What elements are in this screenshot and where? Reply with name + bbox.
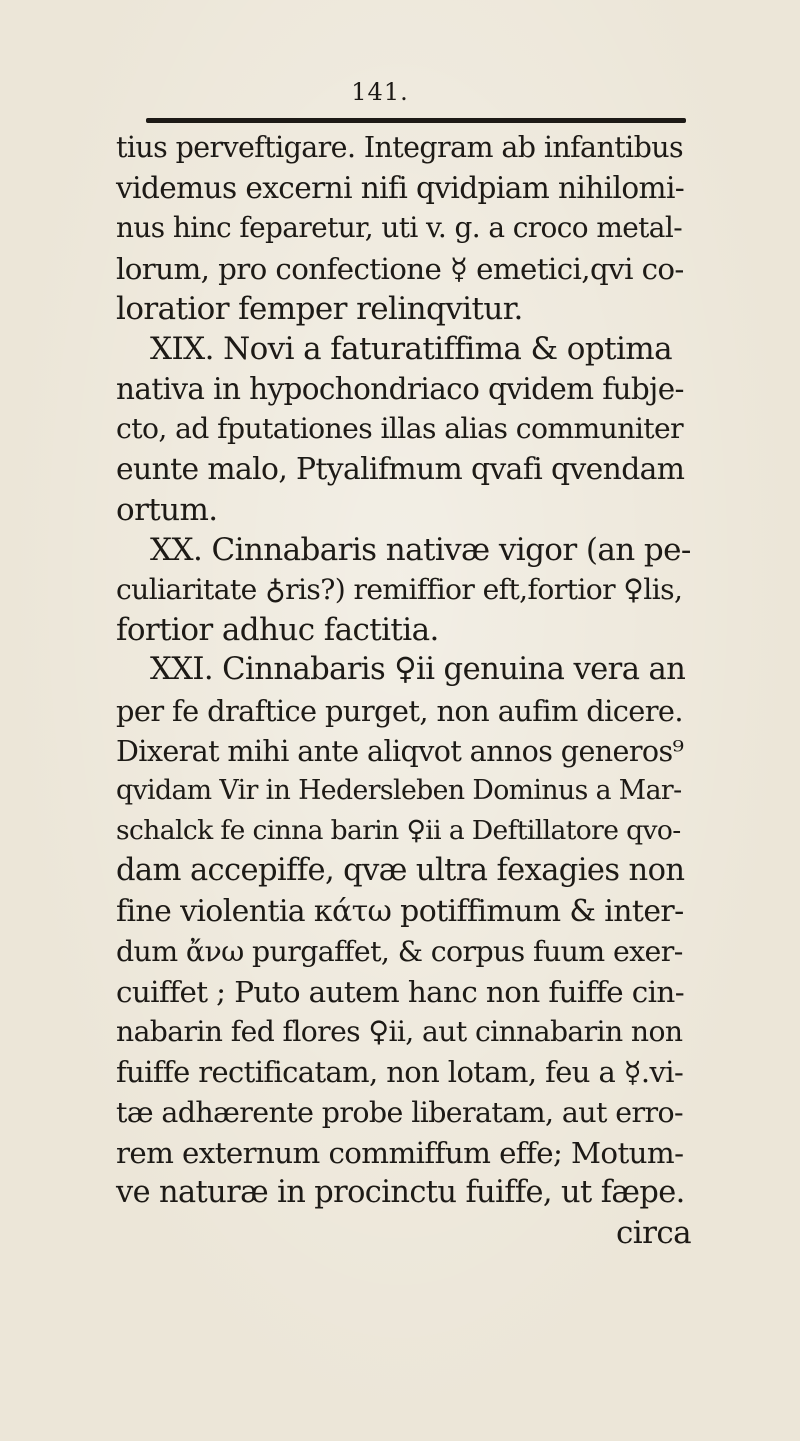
- text-line: Dixerat mihi ante aliqvot annos generos⁹: [116, 733, 684, 768]
- text-line: nabarin fed flores ♀ii, aut cinnabarin non: [116, 1015, 683, 1049]
- text-line: ortum.: [116, 491, 218, 528]
- text-line: dum ἄνω purgaffet, & corpus fuum exer-: [116, 934, 683, 968]
- text-line: cuiffet ; Puto autem hanc non fuiffe cin-: [116, 974, 685, 1009]
- header-rule: [146, 118, 686, 123]
- section-heading-line: XX. Cinnabaris nativæ vigor (an pe-: [150, 531, 691, 568]
- text-line: nativa in hypochondriaco qvidem fubje-: [116, 372, 684, 407]
- text-line: fortior adhuc factitia.: [116, 612, 439, 649]
- section-heading-line: XXI. Cinnabaris ♀ii genuina vera an: [150, 652, 686, 688]
- page-number: 141.: [351, 78, 409, 106]
- text-line: tius perveftigare. Integram ab infantibus: [116, 131, 683, 164]
- text-line: schalck fe cinna barin ♀ii a Deftillatore qvo-: [116, 815, 681, 847]
- text-line: rem externum commiffum effe; Motum-: [116, 1135, 684, 1170]
- text-line: videmus excerni nifi qvidpiam nihilomi-: [116, 171, 685, 206]
- text-line: tæ adhærente probe liberatam, aut erro-: [116, 1095, 684, 1129]
- text-line: eunte malo, Ptyalifmum qvafi qvendam: [116, 451, 685, 487]
- text-line: nus hinc feparetur, uti v. g. a croco metal-: [116, 211, 683, 245]
- text-line: fuiffe rectificatam, non lotam, feu a ☿.vi-: [116, 1055, 684, 1090]
- text-line: culiaritate ♁ris?) remiffior eft,fortior ♀lis,: [116, 573, 683, 607]
- text-line: ve naturæ in procinctu fuiffe, ut fæpe.: [116, 1174, 685, 1210]
- text-line: qvidam Vir in Hedersleben Dominus a Mar-: [116, 775, 682, 806]
- text-line: per fe draftice purget, non aufim dicere.: [116, 693, 683, 728]
- catchword: circa: [616, 1215, 691, 1252]
- section-heading-line: XIX. Novi a faturatiffima & optima: [150, 330, 672, 367]
- text-line: cto, ad fputationes illas alias communiter: [116, 412, 683, 446]
- text-line: fine violentia κάτω potiffimum & inter-: [116, 893, 684, 929]
- text-line: lorum, pro confectione ☿ emetici,qvi co-: [116, 251, 684, 286]
- body-text: [116, 128, 691, 1253]
- text-line: dam accepiffe, qvæ ultra fexagies non: [116, 853, 685, 889]
- text-line: loratior femper relinqvitur.: [116, 290, 523, 327]
